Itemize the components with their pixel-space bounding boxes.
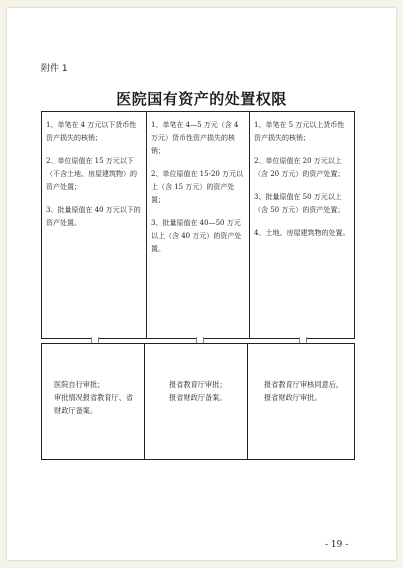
approval-line: 审批情况报省教育厅、省财政厅备案。 bbox=[54, 393, 134, 415]
approval-line: 报省财政厅审批。 bbox=[264, 393, 322, 402]
limit-item: 2、单位原值在 15 万元以下（不含土地、房屋建筑物）的资产处置； bbox=[46, 157, 137, 191]
limit-item: 1、单笔在 5 万元以上货币性资产损失的核销； bbox=[254, 121, 345, 142]
limit-item: 3、批量原值在 50 万元以上（含 50 万元）的资产处置； bbox=[254, 193, 345, 214]
page-number: - 19 - bbox=[325, 540, 349, 550]
approval-hospital bbox=[41, 343, 145, 460]
limit-item: 2、单位原值在 20 万元以上（含 20 万元）的资产处置； bbox=[254, 157, 345, 178]
approval-education-dept bbox=[144, 343, 248, 460]
approval-line: 医院自行审批； bbox=[54, 380, 105, 389]
limit-item: 1、单笔在 4—5 万元（含 4 万元）货币性资产损失的核销； bbox=[151, 121, 239, 155]
limit-item: 2、单位原值在 15-20 万元以上（含 15 万元）的资产处置； bbox=[151, 170, 244, 204]
limit-item: 1、单笔在 4 万元以下货币性资产损失的核销； bbox=[46, 121, 137, 142]
limit-item: 4、土地、房屋建筑物的处置。 bbox=[254, 229, 350, 237]
limit-item: 3、批量原值在 40—50 万元以上（含 40 万元）的资产处置。 bbox=[151, 219, 242, 253]
approval-line: 报省教育厅审核同意后， bbox=[264, 380, 344, 389]
column-finance-dept-authority bbox=[249, 111, 355, 339]
approval-finance-dept bbox=[247, 343, 355, 460]
attachment-label: 附件 1 bbox=[41, 64, 68, 74]
approval-line: 报省教育厅审批； bbox=[169, 380, 227, 389]
document-title: 医院国有资产的处置权限 bbox=[116, 90, 287, 108]
approval-line: 报省财政厅备案。 bbox=[169, 393, 227, 402]
column-education-dept-authority bbox=[146, 111, 250, 339]
limit-item: 3、批量原值在 40 万元以下的资产处置。 bbox=[46, 206, 141, 227]
column-hospital-authority bbox=[41, 111, 147, 339]
